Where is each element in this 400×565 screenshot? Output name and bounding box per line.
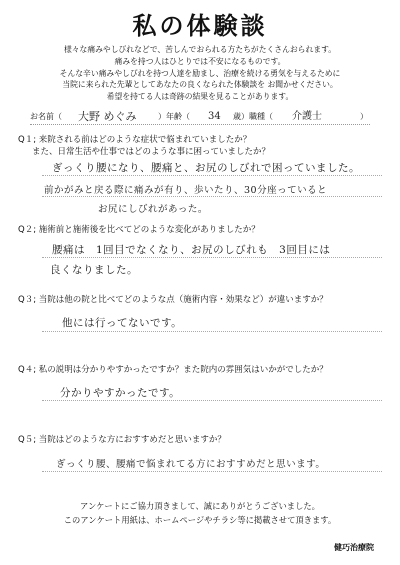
question-text: Q４; 私の説明は分かりやすかったですか？また院内の雰囲気はいかがでしたか？	[18, 365, 328, 375]
answer-rule	[42, 196, 382, 197]
question-3	[18, 294, 378, 306]
answer-rule	[42, 400, 382, 401]
question-4	[18, 364, 378, 376]
age-unit-job-label: 歳）職種（	[233, 112, 273, 121]
profile-underline	[30, 124, 370, 125]
answer-line: 前かがみと戻る際に痛みが有り、歩いたり、30分座っていると	[44, 185, 328, 196]
answer-rule	[42, 471, 382, 472]
answer-line: ぎっくり腰、腰痛で悩まれてる方におすすめだと思います。	[56, 459, 326, 470]
name-label: お名前（	[30, 112, 62, 121]
profile-row	[30, 108, 370, 126]
answer-rule	[42, 175, 382, 176]
intro-text	[0, 44, 400, 103]
intro-line: 痛みを持つ人はひとりでは不安になるものです。	[114, 56, 286, 66]
age-value: 34	[208, 111, 221, 122]
clinic-name: 健巧治療院	[334, 543, 374, 552]
question-text: Q５; 当院はどのような方におすすめだと思いますか？	[18, 435, 226, 445]
answer-rule	[42, 331, 382, 332]
question-5	[18, 434, 378, 446]
name-value: 大野 めぐみ	[78, 110, 137, 123]
intro-line: 当院に来られた先輩としてあなたの良くなられた体験談を お聞かせください。	[62, 80, 338, 90]
answer-line: 良くなりました。	[50, 264, 138, 276]
question-text: Q２; 施術前と施術後を比べてどのような変化がありましたか？	[18, 225, 260, 235]
age-label: ）年齢（	[158, 112, 190, 121]
answer-line: 他には行ってないです。	[62, 317, 183, 329]
question-2	[18, 224, 378, 236]
footer-notice: このアンケート用紙は、ホームページやチラシ等に掲載させて頂きます。	[63, 515, 337, 525]
job-value: 介護士	[292, 111, 322, 122]
intro-line: そんな辛い痛みやしびれを持つ人達を励まし、治療を続ける勇気を与えるために	[59, 68, 341, 78]
question-text: Q３; 当院は他の院と比べてどのような点（施術内容・効果など）が違いますか？	[18, 295, 328, 305]
answer-line: 腰痛は 1回目でなくなり、お尻のしびれも 3回目には	[52, 244, 331, 256]
question-text: また、日常生活や仕事ではどのような事に困っていましたか？	[32, 147, 271, 157]
intro-line: 希望を持てる人は奇跡の結果を見ることがあります。	[106, 92, 294, 102]
footer-thanks: アンケートにご協力頂きまして、誠にありがとうございました。	[80, 501, 320, 511]
answer-line: お尻にしびれがあった。	[98, 204, 208, 215]
answer-line: ぎっくり腰になり、腰痛と、お尻のしびれで困っていました。	[52, 162, 360, 174]
page-title: 私の体験談	[132, 11, 268, 40]
question-text: Q１; 来院される前はどのような症状で悩まれていましたか？	[18, 135, 252, 145]
answer-rule	[42, 257, 382, 258]
profile-close: ）	[360, 112, 368, 121]
question-1	[18, 134, 378, 158]
answer-line: 分かりやすかったです。	[60, 387, 181, 399]
intro-line: 様々な痛みやしびれなどで、苦しんでおられる方たちがたくさんおられます。	[63, 45, 337, 54]
